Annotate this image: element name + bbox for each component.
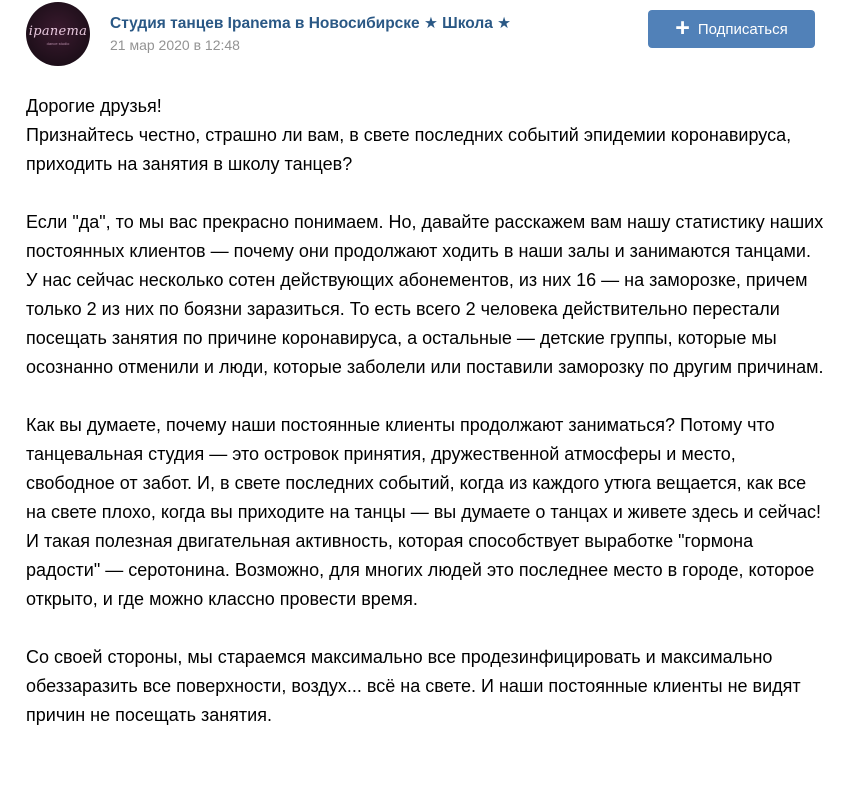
group-name-link[interactable]: Студия танцев Ipanema в Новосибирске ★ Школа ★ [110,15,512,32]
plus-icon: + [675,13,690,42]
subscribe-button[interactable] [648,10,815,48]
group-avatar[interactable] [26,2,90,66]
post-date-link[interactable]: 21 мар 2020 в 12:48 [110,37,240,53]
avatar-sub-text: dance studio [46,41,70,46]
post-text [26,92,826,759]
avatar-logo-text: ipanema [28,24,88,39]
post-paragraph-4: Со своей стороны, мы стараемся максимально все продезинфицировать и максимально обеззаразить все поверхности, воздух... всё на свете. И наши постоянные клиенты не видят причин не посещать занятия. [26,647,801,725]
subscribe-label: Подписаться [697,20,788,38]
post-paragraph-3: Как вы думаете, почему наши постоянные клиенты продолжают заниматься? Потому что танцевальная студия — это островок принятия, дружественной атмосферы и место, свободное от забот. И, в свете последних событий, когда из каждого утюга вещается, как все на свете плохо, когда вы приходите на танцы — вы думаете о танцах и живете здесь и сейчас! И такая полезная двигательная активность, которая способствует выработке "гормона радости" — серотонина. Возможно, для многих людей это последнее место в городе, которое открыто, и где можно классно провести время. [26,415,821,609]
post-paragraph-1: Дорогие друзья! Признайтесь честно, страшно ли вам, в свете последних событий эпидемии коронавируса, приходить на занятия в школу танцев? [26,96,792,174]
post-paragraph-2: Если "да", то мы вас прекрасно понимаем. Но, давайте расскажем вам нашу статистику наших постоянных клиентов — почему они продолжают ходить в наши залы и занимаются танцами. У нас сейчас несколько сотен действующих абонементов, из них 16 — на заморозке, причем только 2 из них по боязни заразиться. То есть всего 2 человека действительно перестали посещать занятия по причине коронавируса, а остальные — детские группы, которые мы осознанно отменили и люди, которые заболели или поставили заморозку по другим причинам. [26,212,824,377]
post-header [26,2,815,66]
